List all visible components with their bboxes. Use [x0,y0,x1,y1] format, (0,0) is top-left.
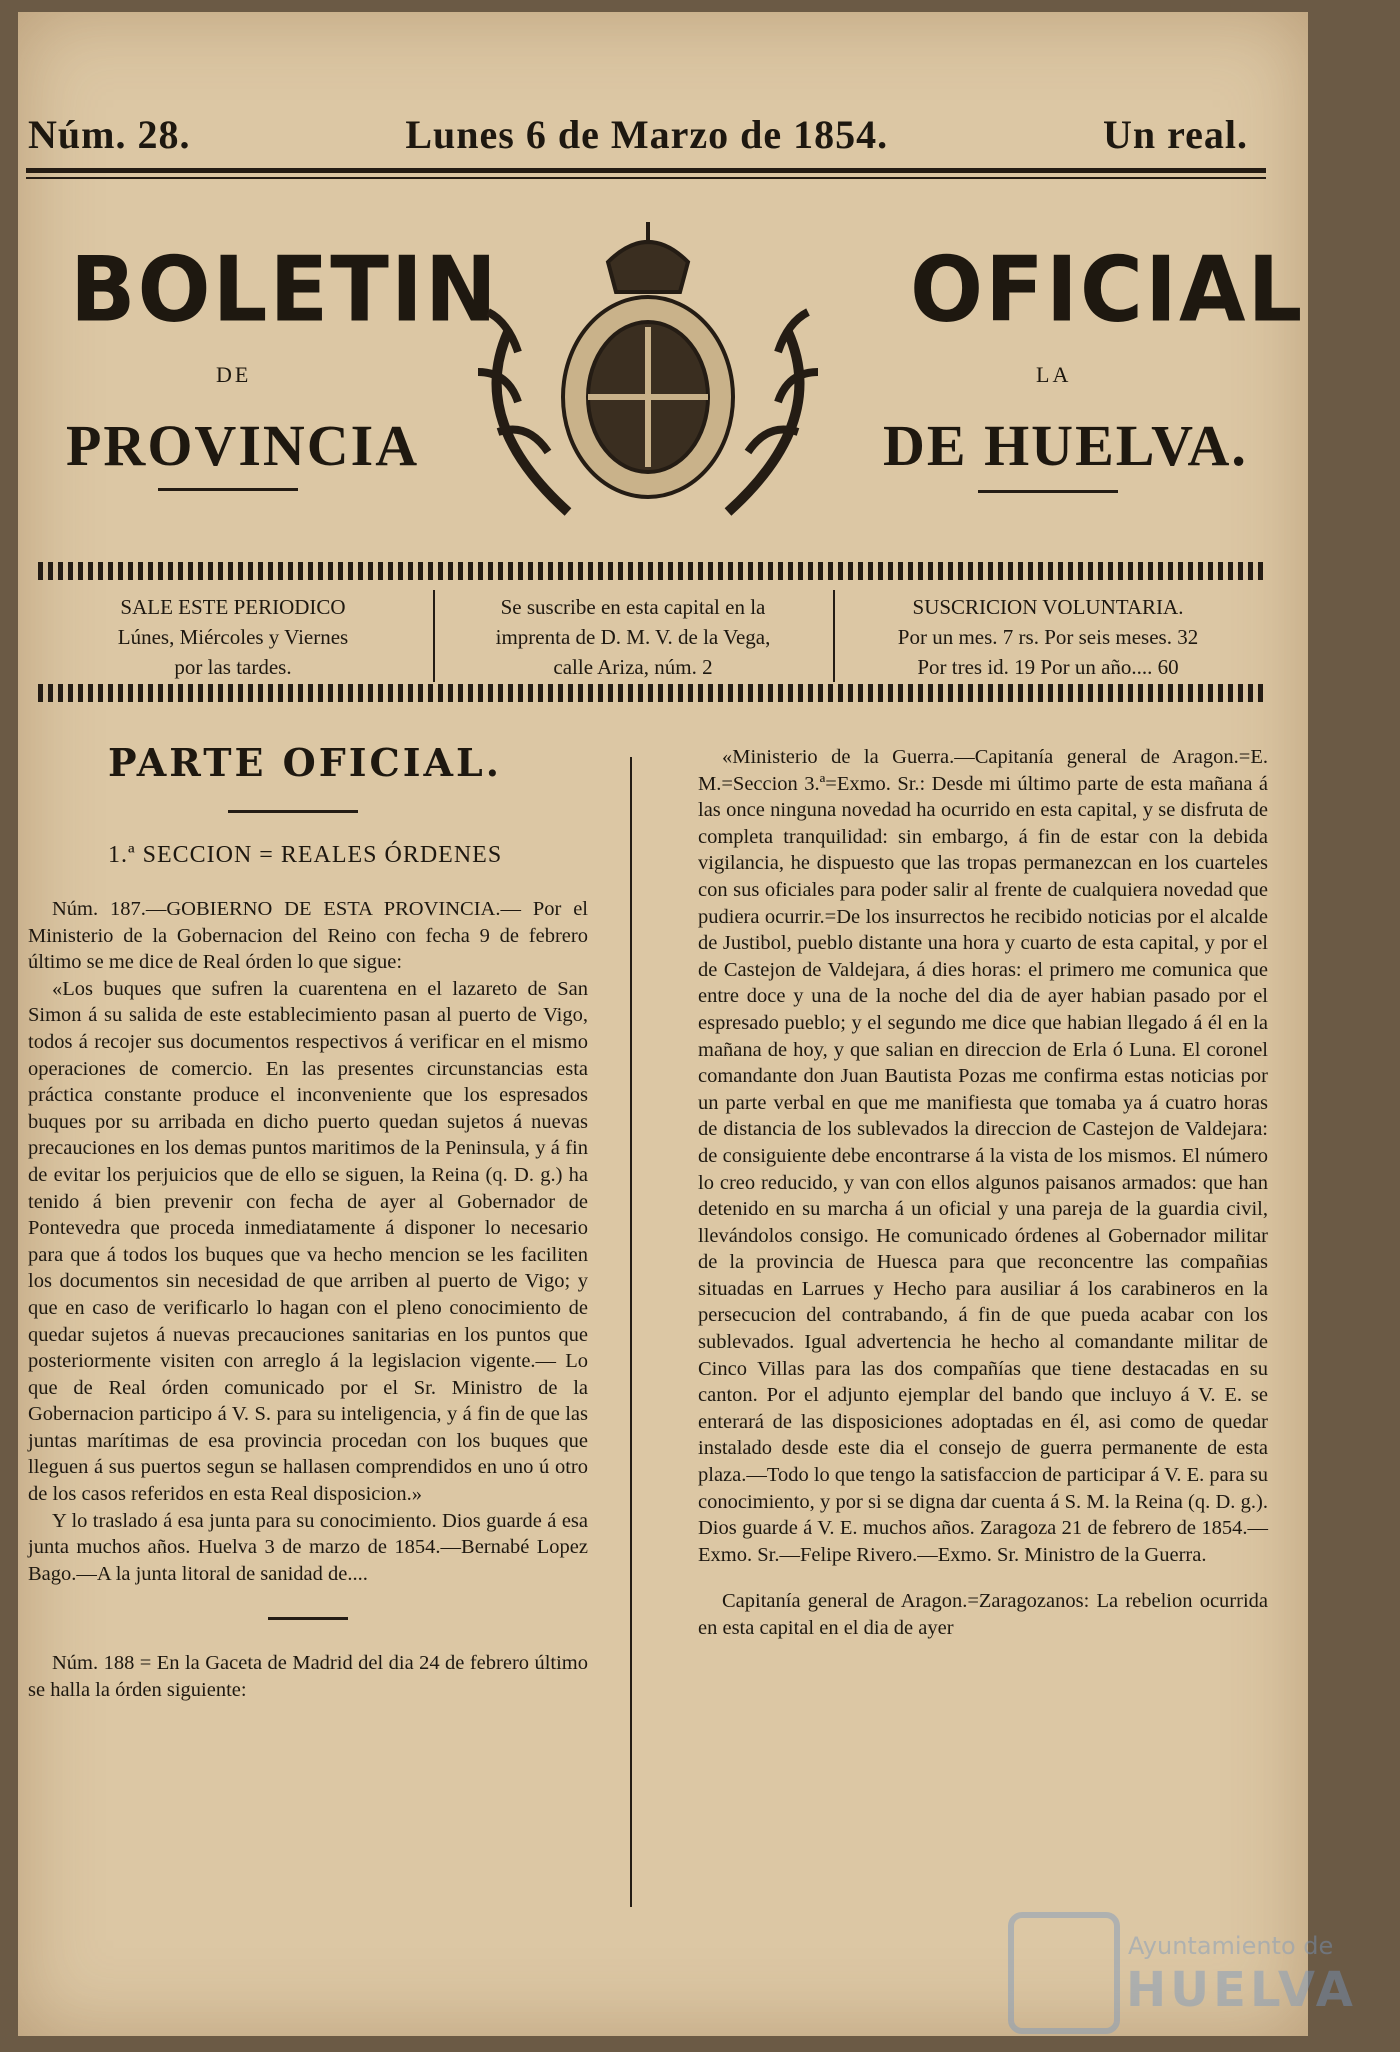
masthead-rule-thin [26,177,1266,179]
article-187-closing: Y lo traslado á esa junta para su conocimiento. Dios guarde á esa junta muchos años. Huelva 3 de marzo de 1854.—Bernabé Lopez Bago.—A la junta litoral de sanidad de.... [28,1509,588,1585]
divider [833,590,835,682]
issue-date: Lunes 6 de Marzo de 1854. [405,111,889,157]
article-187-body: «Los buques que sufren la cuarentena en el lazareto de San Simon á su salida de este establecimiento pasan al puerto de Vigo, todos á recojer sus documentos respectivos á verificar en el mismo operaciones de comercio. En las presentes circunstancias esta práctica constante produce el inconveniente que los espresados buques por su arribada en dicho puerto quedan sujetos á nuevas precauciones en los demas puntos maritimos de la Peninsula, y á fin de evitar los perjuicios que de ello se siguen, la Reina (q. D. g.) ha tenido á bien prevenir con fecha de ayer al Gobernador de Pontevedra que proceda inmediatamente á disponer lo necesario para que á todos los buques que va hecho mencion se les faciliten los documentos sin necesidad de que arriben al puerto de Vigo; y que en caso de verificarlo lo hagan con el pleno conocimiento de quedar sujetos á nuevas precauciones sanitarias en los puntos que posteriormente visiten con arreglo á la legislacion vigente.— Lo que de Real órden comunicado por el Sr. Ministro de la Gobernacion participo á V. S. para su inteligencia, y á fin de que las juntas marítimas de esa provincia procedan con los buques que lleguen á sus puertos segun se hallasen comprendidos en uno ú otro de los casos referidos en esta Real disposicion.» [28,977,588,1506]
masthead-row [28,104,1248,164]
subscription-place [443,592,823,682]
issue-number: Núm. 28. [28,111,191,157]
newspaper-page [18,12,1357,2036]
subscription-band [28,562,1268,702]
title-de-huelva: DE HUELVA. [883,413,1248,478]
masthead-rule [26,168,1266,173]
title-provincia: PROVINCIA [66,413,420,478]
archive-watermark [1008,1912,1368,2052]
place-line-3: calle Ariza, núm. 2 [553,655,713,679]
place-line-1: Se suscribe en esta capital en la [500,595,766,619]
issue-price: Un real. [1102,111,1248,157]
section-ornament [228,810,358,813]
huelva-logo-icon [1008,1912,1120,2034]
prices-row-2: Por tres id. 19 Por un año.... 60 [917,655,1179,679]
schedule-line-3: por las tardes. [174,655,292,679]
title-de: DE [216,362,252,387]
title-oficial: OFICIAL [910,237,1305,343]
divider [433,590,435,682]
title-boletin: BOLETIN [70,237,499,343]
section-subtitle: 1.ª SECCION = REALES ÓRDENES [108,842,503,868]
watermark-line-1: Ayuntamiento de [1128,1932,1334,1960]
publication-schedule [48,592,418,682]
title-la: LA [1036,362,1072,387]
ornament-right [978,490,1118,493]
aragon-proclamation: Capitanía general de Aragon.=Zaragozanos: La rebelion ocurrida en esta capital en el dia de ayer [698,1590,1268,1639]
place-line-2: imprenta de D. M. V. de la Vega, [495,625,771,649]
article-188-intro: Núm. 188 = En la Gaceta de Madrid del dia 24 de febrero último se halla la órden siguiente: [28,1652,588,1702]
section-title: PARTE OFICIAL. [108,740,502,785]
schedule-line-2: Lúnes, Miércoles y Viernes [117,625,349,649]
column-divider [630,757,632,1907]
zigzag-border-top [38,562,1268,580]
article-187-intro: Núm. 187.—GOBIERNO DE ESTA PROVINCIA.— Por el Ministerio de la Gobernacion del Reino con fecha 9 de febrero último se me dice de Real órden lo que sigue: [28,898,588,974]
schedule-line-1: SALE ESTE PERIODICO [120,595,346,619]
left-column [28,896,588,1704]
watermark-line-2: HUELVA [1126,1962,1357,2018]
subscription-prices [843,592,1253,682]
prices-row-1: Por un mes. 7 rs. Por seis meses. 32 [897,625,1199,649]
royal-crest-icon [448,212,848,532]
ornament-left [158,488,298,491]
zigzag-border-bottom [38,684,1268,702]
right-column [698,744,1268,1642]
article-separator [268,1617,348,1620]
war-ministry-report: «Ministerio de la Guerra.—Capitanía general de Aragon.=E. M.=Seccion 3.ª=Exmo. Sr.: Desde mi último parte de esta mañana á las once ninguna novedad ha ocurrido en esta capital, y se disfruta de completa tranquilidad: sin embargo, á fin de estar con la debida vigilancia, he dispuesto que las tropas permanezcan en los cuarteles con sus oficiales para poder salir al frente de cualquiera novedad que pudiera ocurrir.=De los insurrectos he recibido noticias por el alcalde de Justibol, pueblo distante una hora y cuarto de esta capital, y por el de Castejon de Valdejara, á dies horas: el primero me comunica que entre doce y una de la noche del dia de ayer habian pasado por el espresado pueblo; y el segundo me dice que habian llegado á él en la mañana de hoy, y que salian en direccion de Erla ó Luna. El coronel comandante don Juan Bautista Pozas me confirma estas noticias por un parte verbal en que me manifiesta que tomaba ya á cuatro horas de distancia de los sublevados la direccion de Castejon de Valdejara: de consiguiente debe encontrarse á la vista de los mismos. El número lo creo reducido, y van con ellos algunos paisanos armados: que han detenido en su marcha á un oficial y una pareja de la guardia civil, llevándolos consigo. He comunicado órdenes al Gobernador militar de la provincia de Huesca para que reconcentre las compañias situadas en Larrues y Hecho para ausiliar á los carabineros en la persecucion del contrabando, á fin de que pueda acabar con los sublevados. Igual advertencia he hecho al comandante militar de Cinco Villas para las dos compañías que tiene destacadas en su canton. Por el adjunto ejemplar del bando que incluyo á V. E. se enterará de las disposiciones adoptadas en él, asi como de quedar instalado desde este dia el consejo de guerra permanente de esta plaza.—Todo lo que tengo la satisfaccion de participar á V. E. para su conocimiento, y por si se digna dar cuenta á S. M. la Reina (q. D. g.). Dios guarde á V. E. muchos años. Zaragoza 21 de febrero de 1854.—Exmo. Sr.—Felipe Rivero.—Exmo. Sr. Ministro de la Guerra. [698,746,1268,1566]
prices-title: SUSCRICION VOLUNTARIA. [912,595,1184,619]
